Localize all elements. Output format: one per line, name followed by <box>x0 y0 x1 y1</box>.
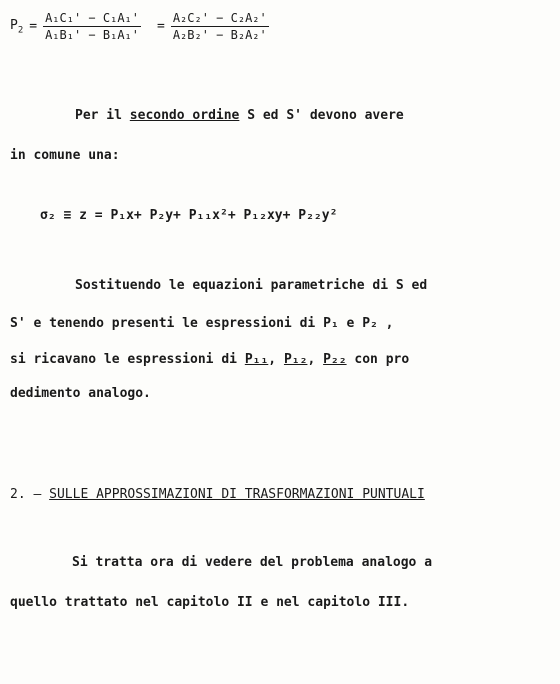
para1-line1 <box>75 108 404 123</box>
para1-underlined-term: secondo ordine <box>129 108 240 123</box>
equals-sign-2: = <box>157 19 165 34</box>
fraction-1 <box>43 10 141 43</box>
lhs-symbol: P <box>10 17 18 33</box>
formula-p2 <box>10 10 269 43</box>
equals-sign: = <box>29 19 38 34</box>
para2-line2: S' e tenendo presenti le espressioni di P₁ e P₂ , <box>10 316 394 331</box>
fraction-1-numerator: A₁C₁' − C₁A₁' <box>45 11 139 25</box>
para2-line4: dedimento analogo. <box>10 386 151 401</box>
para2-line1: Sostituendo le equazioni parametriche di S ed <box>75 278 428 293</box>
para2-line3-suffix: con pro <box>346 352 410 367</box>
para3-line1: Si tratta ora di vedere del problema analogo a <box>72 555 433 570</box>
fraction-1-denominator: A₁B₁' − B₁A₁' <box>45 28 139 42</box>
separator-2: , <box>307 352 324 367</box>
para1-prefix: Per il <box>75 108 130 123</box>
fraction-2-denominator: A₂B₂' − B₂A₂' <box>172 28 267 42</box>
section-title: SULLE APPROSSIMAZIONI DI TRASFORMAZIONI PUNTUALI <box>49 487 425 502</box>
term-p12: P₁₂ <box>283 352 308 367</box>
formula-sigma2: σ₂ ≡ z = P₁x+ P₂y+ P₁₁x²+ P₁₂xy+ P₂₂y² <box>40 208 338 223</box>
term-p11: P₁₁ <box>244 352 269 367</box>
para1-suffix: S ed S' devono avere <box>239 108 404 123</box>
section-number: 2. – <box>10 487 50 502</box>
para2-line3-prefix: si ricavano le espressioni di <box>10 352 245 367</box>
lhs-subscript: 2 <box>17 25 24 36</box>
section-heading <box>10 487 425 502</box>
term-p22: P₂₂ <box>323 352 347 367</box>
separator-1: , <box>268 352 284 367</box>
para3-line2: quello trattato nel capitolo II e nel capitolo III. <box>10 595 410 610</box>
para2-line3 <box>10 352 409 367</box>
fraction-2 <box>171 10 269 43</box>
formula-p2-lhs <box>10 18 23 36</box>
fraction-2-numerator: A₂C₂' − C₂A₂' <box>172 11 267 25</box>
para1-line2: in comune una: <box>10 148 120 163</box>
